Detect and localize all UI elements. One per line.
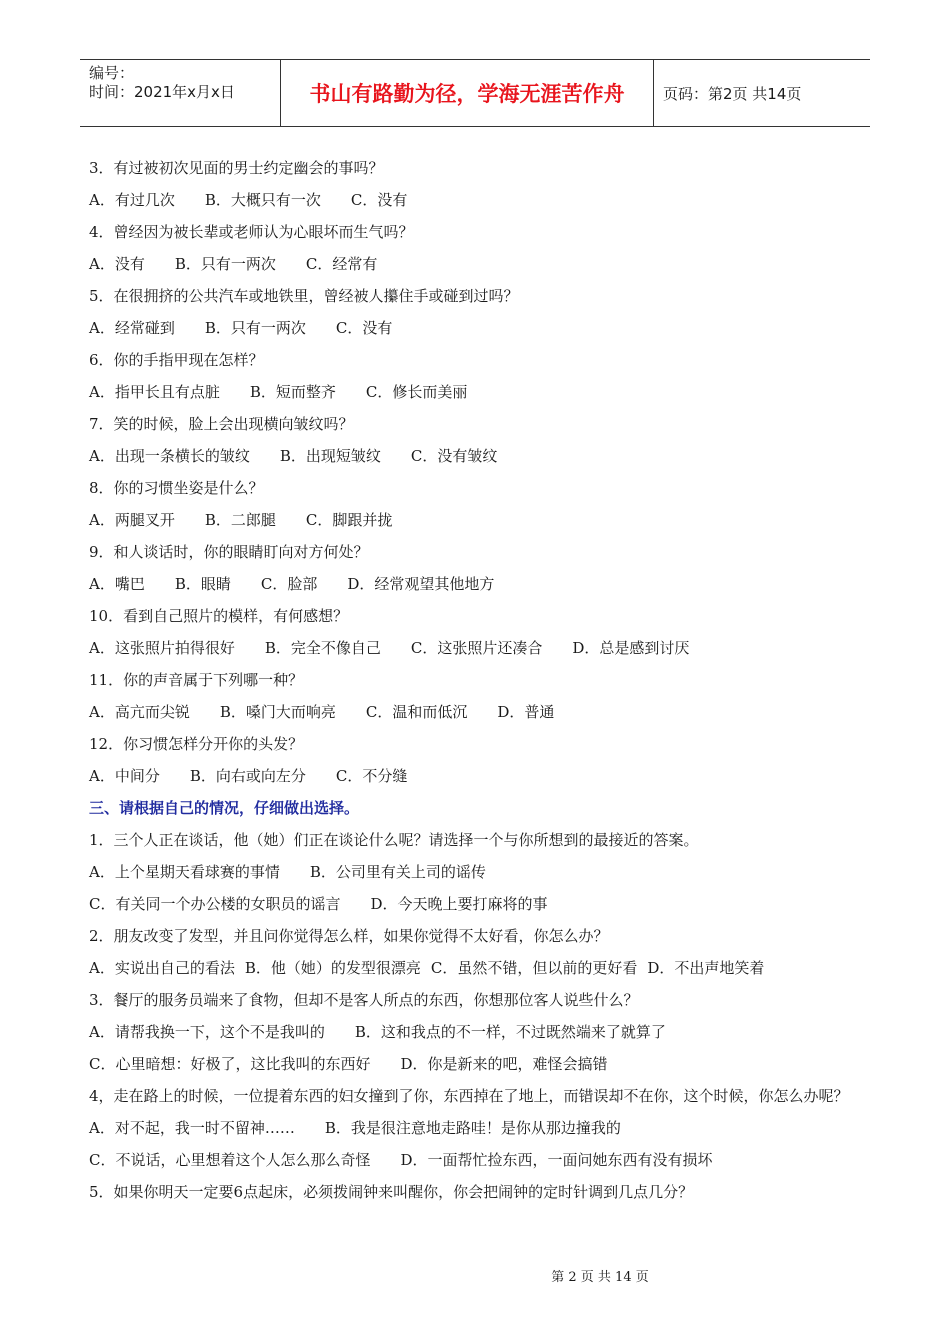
options-row [89,1048,871,1080]
options-row [89,376,871,408]
header-meta [80,60,281,126]
page-footer: 第 2 页 共 14 页 [551,1270,649,1285]
option: C．脸部 [260,575,318,593]
options-row [89,888,871,920]
option: D．你是新来的吧，难怪会搞错 [400,1055,608,1073]
option: B．我是很注意地走路哇！是你从那边撞我的 [324,1119,621,1137]
option: B．大概只有一次 [204,191,321,209]
option: C．有关同一个办公楼的女职员的谣言 [89,895,341,913]
option: B．他（她）的发型很漂亮 [244,959,421,977]
option: D．经常观望其他地方 [347,575,495,593]
option: C．修长而美丽 [365,383,468,401]
option: B．公司里有关上司的谣传 [309,863,486,881]
options-row [89,632,871,664]
option: A．有过几次 [89,191,175,209]
question: 8．你的习惯坐姿是什么？ [89,479,264,497]
page-code: 页码：第2页 共14页 [663,84,802,103]
options-row [89,1016,871,1048]
option: B．短而整齐 [249,383,336,401]
option: C．脚跟并拢 [305,511,393,529]
motto: 书山有路勤为径，学海无涯苦作舟 [281,60,654,126]
options-row [89,952,871,984]
option: D．总是感到讨厌 [572,639,690,657]
number-label: 编号： [89,64,135,82]
option: A．对不起，我一时不留神…… [89,1119,295,1137]
question: 4．曾经因为被长辈或老师认为心眼坏而生气吗？ [89,223,414,241]
options-row [89,504,871,536]
option: C．虽然不错，但以前的更好看 [430,959,638,977]
option: C．温和而低沉 [365,703,468,721]
option: A．出现一条横长的皱纹 [89,447,250,465]
option: B．只有一两次 [174,255,276,273]
options-row [89,1112,871,1144]
question: 9．和人谈话时，你的眼睛盯向对方何处？ [89,543,369,561]
time-label: 时间：2021年x月x日 [89,83,235,101]
option: C．这张照片还凑合 [410,639,543,657]
question: 5．在很拥挤的公共汽车或地铁里，曾经被人攥住手或碰到过吗？ [89,287,519,305]
option: A．这张照片拍得很好 [89,639,235,657]
section-heading: 三、请根据自己的情况，仔细做出选择。 [89,799,360,817]
option: B．这和我点的不一样，不过既然端来了就算了 [354,1023,666,1041]
question: 6．你的手指甲现在怎样？ [89,351,264,369]
option: A．没有 [89,255,145,273]
header-table [80,59,870,127]
options-row [89,856,871,888]
option: A．指甲长且有点脏 [89,383,220,401]
options-row [89,184,871,216]
option: C．没有 [350,191,408,209]
option: A．高亢而尖锐 [89,703,190,721]
option: C．没有皱纹 [410,447,498,465]
question: 11．你的声音属于下列哪一种？ [89,671,304,689]
options-row [89,440,871,472]
option: A．实说出自己的看法 [89,959,235,977]
option: B．只有一两次 [204,319,306,337]
question: 12．你习惯怎样分开你的头发？ [89,735,304,753]
option: D．今天晚上要打麻将的事 [370,895,548,913]
option: D．普通 [497,703,555,721]
options-row [89,696,871,728]
question: 5．如果你明天一定要6点起床，必须拨闹钟来叫醒你，你会把闹钟的定时针调到几点几分？ [89,1183,694,1201]
question: 3．有过被初次见面的男士约定幽会的事吗？ [89,159,384,177]
document-body [89,152,871,1208]
option: C．经常有 [305,255,378,273]
option: B．眼睛 [174,575,231,593]
option: C．没有 [335,319,393,337]
options-row [89,760,871,792]
question: 4，走在路上的时候，一位提着东西的妇女撞到了你，东西掉在了地上，而错误却不在你，这个时候，你怎么办呢？ [89,1087,849,1105]
question: 3．餐厅的服务员端来了食物，但却不是客人所点的东西，你想那位客人说些什么？ [89,991,639,1009]
option: C．心里暗想：好极了，这比我叫的东西好 [89,1055,371,1073]
option: D．一面帮忙捡东西，一面问她东西有没有损坏 [400,1151,713,1169]
option: B．完全不像自己 [264,639,381,657]
option: A．中间分 [89,767,160,785]
option: C．不分缝 [335,767,408,785]
option: A．请帮我换一下，这个不是我叫的 [89,1023,325,1041]
option: C．不说话，心里想着这个人怎么那么奇怪 [89,1151,371,1169]
question: 2．朋友改变了发型，并且问你觉得怎么样，如果你觉得不太好看，你怎么办？ [89,927,609,945]
question: 10．看到自己照片的模样，有何感想？ [89,607,349,625]
options-row [89,1144,871,1176]
options-row [89,568,871,600]
question: 1．三个人正在谈话，他（她）们正在谈论什么呢？请选择一个与你所想到的最接近的答案。 [89,831,699,849]
option: B．嗓门大而响亮 [219,703,336,721]
option: B．二郎腿 [204,511,276,529]
option: A．经常碰到 [89,319,175,337]
option: D．不出声地笑着 [647,959,765,977]
options-row [89,312,871,344]
option: B．向右或向左分 [189,767,306,785]
option: A．嘴巴 [89,575,145,593]
option: B．出现短皱纹 [279,447,381,465]
option: A．两腿叉开 [89,511,175,529]
options-row [89,248,871,280]
question: 7．笑的时候，脸上会出现横向皱纹吗？ [89,415,354,433]
option: A．上个星期天看球赛的事情 [89,863,280,881]
